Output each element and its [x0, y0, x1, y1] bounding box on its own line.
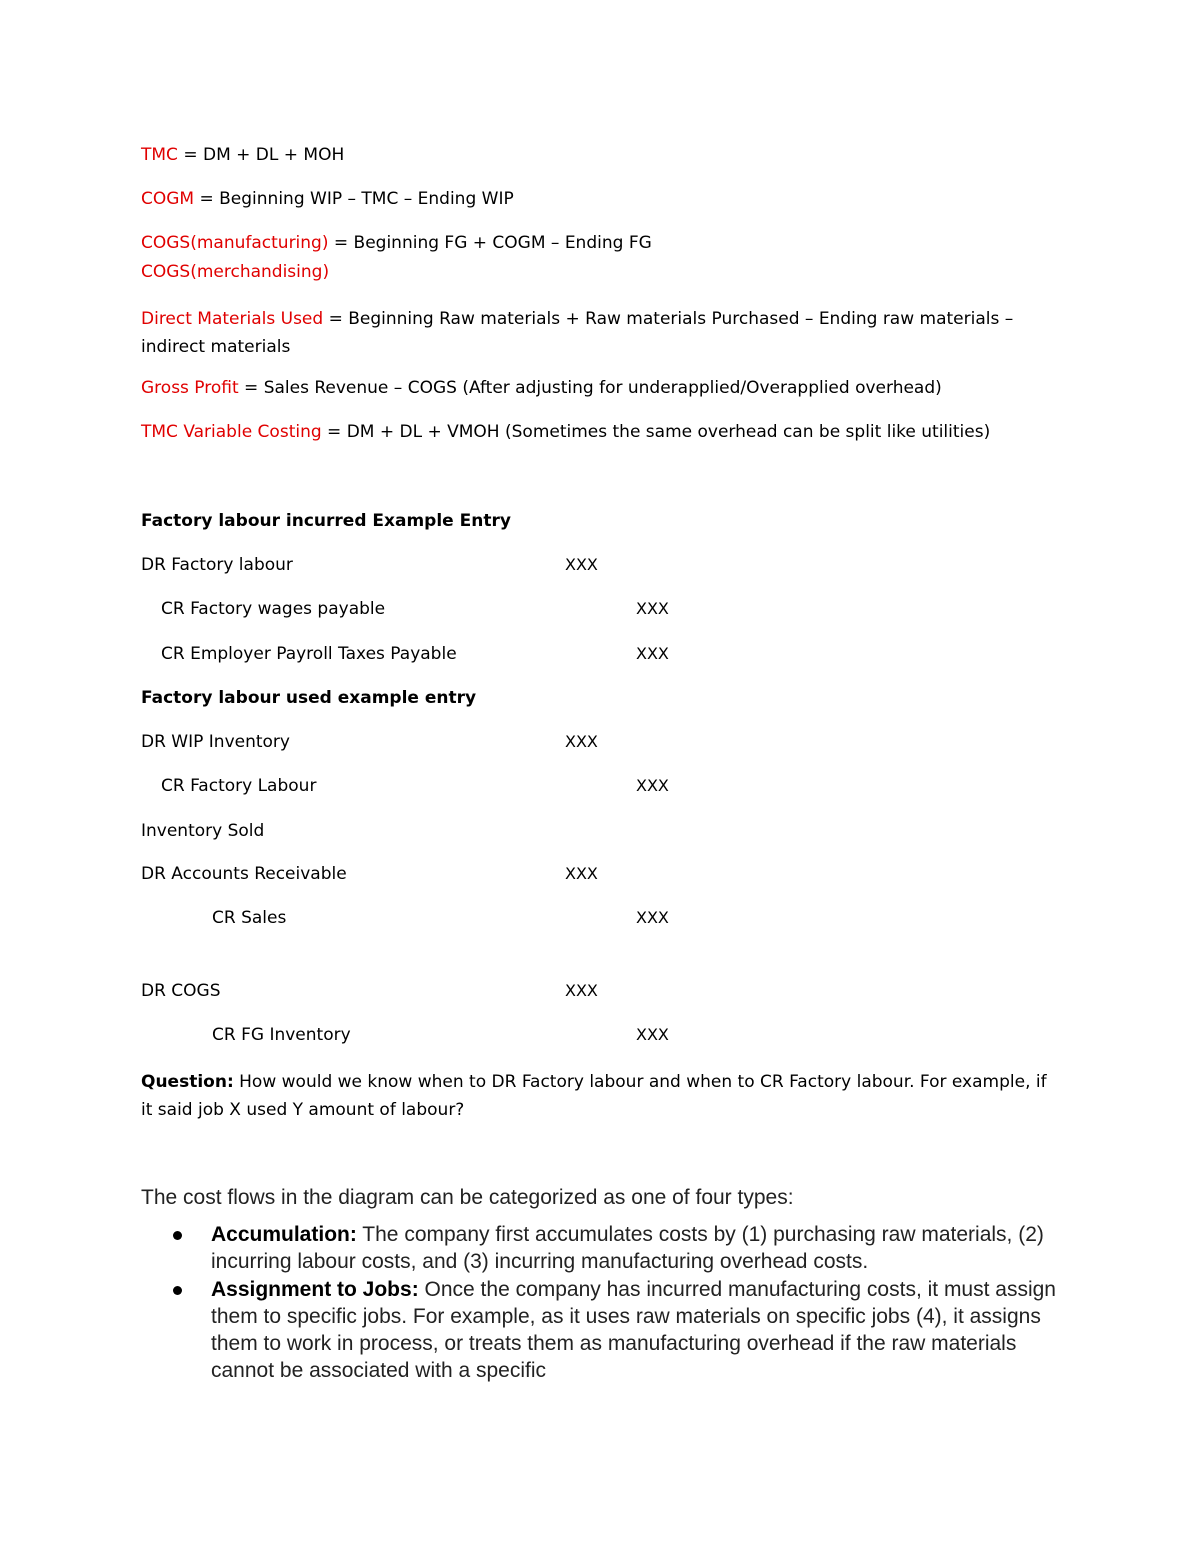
- cost-flows-list: [211, 1221, 1061, 1385]
- formula-term: TMC: [141, 145, 178, 165]
- entry-line-account: DR Accounts Receivable: [141, 864, 347, 884]
- list-item: [211, 1276, 1061, 1384]
- entry-line-credit: XXX: [636, 776, 669, 795]
- entry-line-credit: XXX: [636, 1025, 669, 1044]
- formula-text: = DM + DL + VMOH (Sometimes the same overhead can be split like utilities): [321, 422, 991, 442]
- formula-term: Direct Materials Used: [141, 309, 324, 329]
- entry-line-credit: XXX: [636, 644, 669, 663]
- entry-heading-sold: Inventory Sold: [141, 821, 265, 841]
- formula-direct-materials-used: [141, 305, 1051, 361]
- formula-text: = Beginning Raw materials + Raw materials Purchased – Ending raw materials – indirect materials: [141, 309, 1014, 357]
- entry-heading-used: Factory labour used example entry: [141, 688, 477, 708]
- formula-cogm: [141, 188, 514, 210]
- entry-line-account: DR COGS: [141, 981, 221, 1001]
- entry-line-account: DR Factory labour: [141, 555, 293, 575]
- formula-term: Gross Profit: [141, 378, 239, 398]
- entry-line-account: CR Factory Labour: [161, 776, 317, 796]
- formula-tmc-variable-costing: [141, 421, 990, 443]
- question-text: How would we know when to DR Factory labour and when to CR Factory labour. For example, if it said job X used Y amount of labour?: [141, 1072, 1047, 1120]
- entry-line-account: CR Sales: [212, 908, 287, 928]
- formula-text: = Sales Revenue – COGS (After adjusting for underapplied/Overapplied overhead): [238, 378, 942, 398]
- bullet-text: The company first accumulates costs by (1) purchasing raw materials, (2) incurring labour costs, and (3) incurring manufacturing overhead costs.: [211, 1223, 1044, 1273]
- formula-term: COGS(manufacturing): [141, 233, 329, 253]
- bullet-icon: [173, 1231, 182, 1240]
- entry-heading-incurred: Factory labour incurred Example Entry: [141, 511, 511, 531]
- formula-cogs-manufacturing: [141, 232, 652, 254]
- formula-term: TMC Variable Costing: [141, 422, 322, 442]
- entry-line-account: CR Employer Payroll Taxes Payable: [161, 644, 457, 664]
- question-paragraph: [141, 1068, 1061, 1124]
- cost-flows-intro: The cost flows in the diagram can be categorized as one of four types:: [141, 1186, 794, 1209]
- formula-cogs-merchandising: [141, 261, 329, 283]
- formula-gross-profit: [141, 377, 942, 399]
- formula-text: = Beginning FG + COGM – Ending FG: [328, 233, 652, 253]
- entry-line-debit: XXX: [565, 864, 598, 883]
- formula-text: = DM + DL + MOH: [177, 145, 345, 165]
- formula-text: = Beginning WIP – TMC – Ending WIP: [194, 189, 514, 209]
- entry-line-credit: XXX: [636, 908, 669, 927]
- entry-line-account: CR Factory wages payable: [161, 599, 386, 619]
- bullet-text: Once the company has incurred manufacturing costs, it must assign them to specific jobs. For example, as it uses raw materials on specific jobs (4), it assigns them to work in process, or treats them as manufacturing overhead if the raw materials cannot be associated with a specific: [211, 1278, 1056, 1382]
- bullet-title: Accumulation:: [211, 1223, 357, 1246]
- list-item: [211, 1221, 1061, 1275]
- entry-line-debit: XXX: [565, 732, 598, 751]
- entry-line-debit: XXX: [565, 981, 598, 1000]
- question-label: Question:: [141, 1072, 234, 1092]
- formula-term: COGM: [141, 189, 195, 209]
- entry-line-account: CR FG Inventory: [212, 1025, 351, 1045]
- entry-line-debit: XXX: [565, 555, 598, 574]
- bullet-title: Assignment to Jobs:: [211, 1278, 419, 1301]
- formula-tmc: [141, 144, 344, 166]
- entry-line-credit: XXX: [636, 599, 669, 618]
- formula-term: COGS(merchandising): [141, 262, 330, 282]
- bullet-icon: [173, 1286, 182, 1295]
- entry-line-account: DR WIP Inventory: [141, 732, 290, 752]
